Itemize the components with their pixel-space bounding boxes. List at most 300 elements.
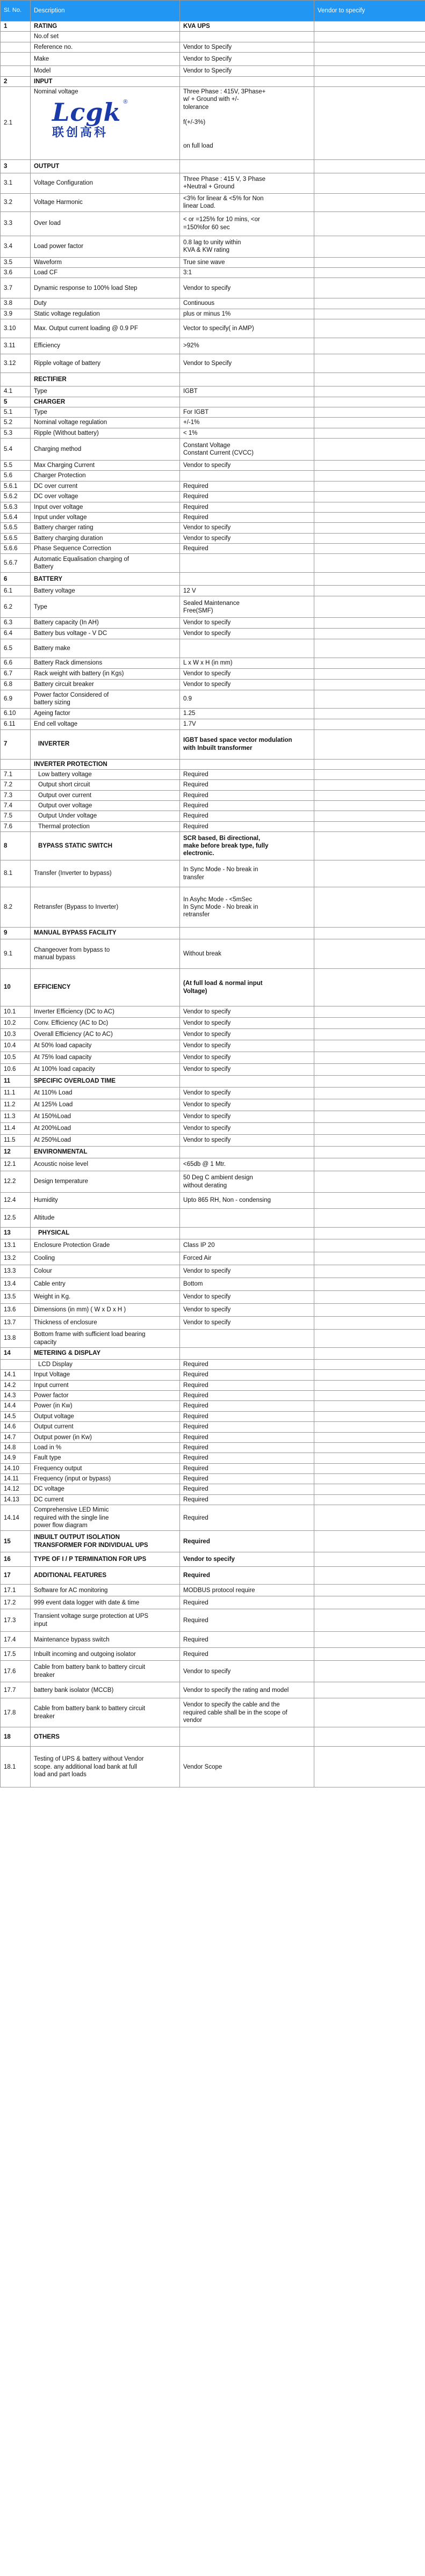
cell-vendor-spec: [314, 759, 425, 769]
table-row: [1, 1380, 425, 1390]
cell-sl-no-text: 3.9: [4, 310, 12, 317]
cell-description: [31, 573, 180, 586]
cell-vendor-spec: [314, 1391, 425, 1401]
cell-description: [31, 1304, 180, 1317]
cell-description-text: Rack weight with battery (in Kgs): [34, 670, 124, 677]
cell-description-text: Power factor: [34, 1392, 69, 1399]
cell-description-text: Reference no.: [34, 43, 73, 50]
table-row: [1, 471, 425, 481]
cell-vendor-spec: [314, 1006, 425, 1018]
cell-specification-text: Required: [183, 792, 208, 799]
cell-sl-no-text: 13.5: [4, 1294, 16, 1301]
cell-specification-text: Sealed Maintenance Free(SMF): [183, 600, 240, 614]
cell-specification-text: True sine wave: [183, 259, 225, 266]
cell-sl-no-text: 3.2: [4, 199, 12, 206]
cell-vendor-spec: [314, 1494, 425, 1505]
table-row: [1, 790, 425, 800]
cell-specification: [180, 386, 314, 397]
cell-specification: [180, 1380, 314, 1390]
cell-sl-no-text: 11.4: [4, 1125, 16, 1132]
cell-description: [31, 418, 180, 428]
cell-specification: [180, 1359, 314, 1369]
cell-sl-no: [1, 1596, 31, 1609]
cell-specification: [180, 821, 314, 831]
cell-vendor-spec: [314, 1099, 425, 1111]
cell-sl-no-text: 6.10: [4, 710, 16, 717]
cell-vendor-spec: [314, 639, 425, 658]
cell-description: [31, 1411, 180, 1421]
cell-specification: [180, 461, 314, 471]
cell-specification-text: Vendor to specify: [183, 1101, 231, 1108]
cell-specification-text: Class IP 20: [183, 1242, 215, 1249]
cell-sl-no: [1, 1252, 31, 1265]
cell-description-text: Battery Rack dimensions: [34, 660, 103, 667]
cell-specification-text: Vendor to specify: [183, 462, 231, 469]
cell-specification: [180, 1052, 314, 1064]
cell-vendor-spec: [314, 268, 425, 278]
cell-specification-text: Vendor to specify: [183, 1113, 231, 1120]
table-row: [1, 1632, 425, 1648]
cell-description: [31, 780, 180, 790]
table-row: [1, 586, 425, 596]
cell-description-text: Battery charger rating: [34, 524, 93, 531]
cell-description-text: Battery capacity (In AH): [34, 619, 99, 626]
cell-sl-no-text: 5.1: [4, 408, 12, 415]
cell-sl-no: [1, 668, 31, 679]
table-row: [1, 1330, 425, 1348]
cell-description: [31, 1265, 180, 1278]
table-row: [1, 268, 425, 278]
cell-specification: [180, 193, 314, 211]
cell-specification: [180, 21, 314, 32]
cell-specification-text: Vendor to specify: [183, 1137, 231, 1144]
cell-vendor-spec: [314, 1682, 425, 1698]
cell-specification-text: Required: [183, 823, 208, 830]
table-row: [1, 523, 425, 533]
cell-sl-no-text: 3.4: [4, 243, 12, 250]
cell-sl-no-text: 12.5: [4, 1214, 16, 1221]
cell-sl-no: [1, 173, 31, 193]
cell-specification-text: Required: [183, 1371, 208, 1378]
table-row: [1, 969, 425, 1006]
cell-description-text: Model: [34, 68, 51, 75]
cell-vendor-spec: [314, 1064, 425, 1076]
cell-sl-no: [1, 338, 31, 354]
cell-sl-no-text: 5.6.6: [4, 545, 18, 552]
table-row: [1, 1552, 425, 1567]
cell-specification: [180, 471, 314, 481]
cell-description: [31, 1609, 180, 1632]
cell-sl-no-text: 13.2: [4, 1255, 16, 1262]
table-row: [1, 811, 425, 821]
cell-specification-text: Without break: [183, 950, 221, 957]
cell-description-text: At 250%Load: [34, 1137, 71, 1144]
cell-sl-no: [1, 502, 31, 512]
cell-specification: [180, 1317, 314, 1330]
cell-sl-no: [1, 1291, 31, 1304]
cell-description-text: Type: [34, 408, 47, 415]
cell-vendor-spec: [314, 1422, 425, 1432]
cell-description-text: At 125% Load: [34, 1101, 73, 1108]
cell-description-text: Conv. Efficiency (AC to Dc): [34, 1019, 109, 1026]
cell-sl-no: [1, 1411, 31, 1421]
cell-specification-text: Vendor to specify the cable and the required cable shall be in the scope of vendor: [183, 1702, 287, 1724]
cell-specification-text: Vendor to specify: [183, 535, 231, 542]
table-row: [1, 801, 425, 811]
cell-sl-no: [1, 1359, 31, 1369]
cell-vendor-spec: [314, 1088, 425, 1099]
cell-sl-no: [1, 1347, 31, 1359]
cell-description: [31, 512, 180, 522]
cell-description-text: Max Charging Current: [34, 462, 95, 469]
cell-description-text: Cooling: [34, 1255, 55, 1262]
cell-specification-text: Required: [183, 802, 208, 809]
cell-sl-no: [1, 928, 31, 939]
cell-description: [31, 193, 180, 211]
cell-description-text: Load CF: [34, 269, 58, 276]
cell-sl-no: [1, 1111, 31, 1123]
cell-description: [31, 1632, 180, 1648]
cell-vendor-spec: [314, 1505, 425, 1531]
cell-specification-text: Vendor to specify: [183, 1294, 231, 1301]
cell-description-text: BYPASS STATIC SWITCH: [38, 842, 112, 849]
cell-vendor-spec: [314, 1040, 425, 1052]
table-row: [1, 1463, 425, 1473]
cell-sl-no: [1, 1370, 31, 1380]
cell-specification-text: Required: [183, 1465, 208, 1472]
cell-description: [31, 1278, 180, 1291]
cell-sl-no-text: 7.3: [4, 792, 12, 799]
cell-description: [31, 1018, 180, 1029]
cell-description-text: RATING: [34, 23, 57, 30]
cell-sl-no: [1, 1632, 31, 1648]
cell-description-text: Power (in Kw): [34, 1403, 73, 1410]
cell-specification-text: SCR based, Bi directional, make before break type, fully electronic.: [183, 835, 269, 857]
cell-vendor-spec: [314, 1401, 425, 1411]
cell-description-text: Battery make: [34, 645, 70, 652]
cell-vendor-spec: [314, 596, 425, 618]
cell-specification: [180, 32, 314, 42]
cell-sl-no-text: 8.2: [4, 903, 12, 910]
table-row: [1, 1158, 425, 1171]
cell-sl-no-text: 6.4: [4, 630, 12, 637]
cell-specification-text: Required: [183, 1403, 208, 1410]
table-row: [1, 860, 425, 887]
cell-description-text: Waveform: [34, 259, 62, 266]
cell-sl-no: [1, 596, 31, 618]
cell-sl-no-text: 8: [4, 842, 8, 849]
cell-description: [31, 1135, 180, 1147]
cell-sl-no-text: 5.6.2: [4, 493, 18, 500]
cell-description: [31, 309, 180, 319]
cell-description-text: Enclosure Protection Grade: [34, 1242, 110, 1249]
table-row: [1, 492, 425, 502]
cell-specification: [180, 1453, 314, 1463]
cell-description: [31, 211, 180, 236]
cell-description-text: Ageing factor: [34, 710, 70, 717]
table-row: [1, 1359, 425, 1369]
cell-sl-no: [1, 1006, 31, 1018]
cell-specification: [180, 1193, 314, 1209]
cell-description: [31, 533, 180, 543]
cell-specification-text: Required: [183, 1636, 208, 1643]
cell-vendor-spec: [314, 811, 425, 821]
cell-specification-text: Vendor to specify: [183, 1054, 231, 1061]
cell-sl-no: [1, 1123, 31, 1135]
cell-sl-no-text: 6.8: [4, 681, 12, 688]
cell-description-text: At 75% load capacity: [34, 1054, 92, 1061]
cell-specification: [180, 76, 314, 86]
cell-vendor-spec: [314, 1661, 425, 1682]
table-row: [1, 309, 425, 319]
cell-vendor-spec: [314, 1698, 425, 1727]
cell-description-text: LCD Display: [38, 1361, 73, 1368]
cell-sl-no: [1, 32, 31, 42]
cell-sl-no: [1, 1209, 31, 1228]
cell-sl-no: [1, 811, 31, 821]
cell-specification: [180, 173, 314, 193]
cell-description: [31, 1006, 180, 1018]
cell-vendor-spec: [314, 1317, 425, 1330]
cell-description: [31, 1370, 180, 1380]
table-row: [1, 1265, 425, 1278]
cell-vendor-spec: [314, 1111, 425, 1123]
cell-vendor-spec: [314, 53, 425, 66]
table-row: [1, 690, 425, 708]
cell-specification: [180, 1239, 314, 1252]
cell-description-text: Transfer (Inverter to bypass): [34, 870, 112, 877]
cell-specification-text: Required: [183, 782, 208, 789]
cell-specification-text: Required: [183, 1514, 208, 1521]
table-row: [1, 373, 425, 386]
cell-description: [31, 544, 180, 554]
cell-vendor-spec: [314, 1029, 425, 1040]
table-row: [1, 1747, 425, 1787]
cell-description-text: At 100% load capacity: [34, 1066, 95, 1073]
cell-specification: [180, 1006, 314, 1018]
table-row: [1, 461, 425, 471]
cell-specification-text: Required: [183, 1434, 208, 1441]
cell-description: [31, 1239, 180, 1252]
cell-sl-no: [1, 418, 31, 428]
cell-specification-text: Required: [183, 545, 208, 552]
table-row: [1, 1064, 425, 1076]
cell-specification-text: 0.9: [183, 695, 192, 702]
cell-specification: [180, 319, 314, 338]
cell-sl-no-text: 3.1: [4, 180, 12, 187]
cell-specification: [180, 1596, 314, 1609]
cell-description: [31, 1359, 180, 1369]
cell-description-text: Frequency (input or bypass): [34, 1476, 111, 1482]
table-row: [1, 1609, 425, 1632]
table-row: [1, 66, 425, 76]
cell-specification: [180, 492, 314, 502]
cell-description-text: At 50% load capacity: [34, 1042, 92, 1049]
table-row: [1, 668, 425, 679]
cell-specification: [180, 1265, 314, 1278]
table-row: [1, 1209, 425, 1228]
cell-specification: [180, 573, 314, 586]
cell-sl-no-text: 14.5: [4, 1413, 16, 1420]
cell-description-text: Make: [34, 55, 49, 62]
cell-sl-no: [1, 1727, 31, 1747]
cell-description-text: Dynamic response to 100% load Step: [34, 284, 138, 291]
table-row: [1, 1291, 425, 1304]
cell-description-text: Phase Sequence Correction: [34, 545, 111, 552]
cell-sl-no-text: 3.7: [4, 284, 12, 291]
cell-description-text: Charging method: [34, 446, 82, 453]
cell-description-text: At 110% Load: [34, 1090, 73, 1097]
cell-sl-no: [1, 821, 31, 831]
cell-description: [31, 1347, 180, 1359]
cell-sl-no: [1, 1193, 31, 1209]
table-row: [1, 596, 425, 618]
cell-description-text: Nominal voltage regulation: [34, 419, 107, 426]
cell-sl-no-text: 5: [4, 398, 8, 405]
cell-specification: [180, 658, 314, 668]
table-row: [1, 1171, 425, 1193]
cell-specification-text: 1.25: [183, 710, 196, 717]
cell-description: [31, 86, 180, 159]
cell-vendor-spec: [314, 1411, 425, 1421]
lcgk-logo: [52, 99, 180, 140]
cell-vendor-spec: [314, 278, 425, 298]
cell-sl-no: [1, 1391, 31, 1401]
cell-description: [31, 502, 180, 512]
cell-description: [31, 729, 180, 759]
cell-sl-no: [1, 679, 31, 690]
cell-specification: [180, 1018, 314, 1029]
cell-description-text: No.of set: [34, 33, 59, 40]
cell-vendor-spec: [314, 628, 425, 639]
cell-sl-no-text: 6.7: [4, 670, 12, 677]
cell-sl-no: [1, 1171, 31, 1193]
cell-sl-no-text: 6.1: [4, 587, 12, 594]
cell-vendor-spec: [314, 1135, 425, 1147]
cell-description-text: OUTPUT: [34, 163, 60, 170]
cell-sl-no: [1, 1380, 31, 1390]
table-row: [1, 1453, 425, 1463]
cell-specification-text: Required: [183, 483, 208, 490]
cell-description: [31, 1453, 180, 1463]
cell-specification-text: Vendor to specify: [183, 1319, 231, 1326]
cell-description: [31, 1029, 180, 1040]
cell-specification-text: < or =125% for 10 mins, <or =150%for 60 sec: [183, 216, 260, 231]
cell-sl-no-text: 11: [4, 1078, 11, 1085]
cell-vendor-spec: [314, 1304, 425, 1317]
table-row: [1, 1505, 425, 1531]
cell-specification-text: Required: [183, 1572, 210, 1579]
table-row: [1, 1193, 425, 1209]
cell-sl-no-text: 13.4: [4, 1281, 16, 1288]
table-row: [1, 533, 425, 543]
cell-specification-text: Required: [183, 1496, 208, 1503]
cell-sl-no: [1, 298, 31, 309]
cell-specification: [180, 1147, 314, 1158]
cell-vendor-spec: [314, 492, 425, 502]
cell-description: [31, 338, 180, 354]
cell-sl-no: [1, 1552, 31, 1567]
cell-sl-no-text: 3.3: [4, 220, 12, 227]
cell-specification: [180, 780, 314, 790]
cell-description-text: Maintenance bypass switch: [34, 1636, 110, 1643]
cell-sl-no-text: 13.7: [4, 1319, 16, 1326]
cell-sl-no-text: 7.4: [4, 802, 12, 809]
cell-sl-no-text: 9.1: [4, 950, 12, 957]
cell-specification: [180, 1411, 314, 1421]
cell-description: [31, 428, 180, 438]
cell-sl-no: [1, 319, 31, 338]
cell-description: [31, 1484, 180, 1494]
cell-description: [31, 397, 180, 407]
cell-sl-no: [1, 586, 31, 596]
cell-specification-text: 12 V: [183, 587, 196, 594]
cell-specification: [180, 66, 314, 76]
cell-sl-no-text: 17.8: [4, 1709, 16, 1716]
cell-specification: [180, 481, 314, 491]
cell-sl-no-text: 6: [4, 575, 8, 582]
cell-specification-text: Forced Air: [183, 1255, 212, 1262]
cell-vendor-spec: [314, 1052, 425, 1064]
cell-specification-text: Required: [183, 1361, 208, 1368]
cell-sl-no-text: 17.4: [4, 1636, 16, 1643]
cell-sl-no: [1, 373, 31, 386]
cell-vendor-spec: [314, 708, 425, 719]
cell-vendor-spec: [314, 373, 425, 386]
cell-sl-no-text: 14.8: [4, 1444, 16, 1451]
cell-description-text: MANUAL BYPASS FACILITY: [34, 930, 117, 937]
cell-specification-text: In Asyhc Mode - <5mSec In Sync Mode - No break in retransfer: [183, 896, 258, 918]
cell-specification-text: Required: [183, 1599, 208, 1606]
cell-vendor-spec: [314, 887, 425, 928]
cell-vendor-spec: [314, 939, 425, 969]
cell-sl-no-text: 10.1: [4, 1008, 16, 1015]
cell-specification-text: Vendor to Specify: [183, 43, 232, 50]
cell-specification-text: Vendor to specify: [183, 1066, 231, 1073]
cell-vendor-spec: [314, 407, 425, 417]
cell-sl-no-text: 7.2: [4, 782, 12, 789]
cell-description: [31, 1422, 180, 1432]
cell-sl-no: [1, 53, 31, 66]
cell-sl-no: [1, 1239, 31, 1252]
cell-specification: [180, 887, 314, 928]
cell-specification-text: For IGBT: [183, 408, 209, 415]
cell-description: [31, 42, 180, 52]
cell-specification-text: <65db @ 1 Mtr.: [183, 1161, 226, 1168]
cell-specification-text: >92%: [183, 342, 199, 349]
cell-vendor-spec: [314, 32, 425, 42]
cell-vendor-spec: [314, 42, 425, 52]
cell-vendor-spec: [314, 418, 425, 428]
cell-specification: [180, 1347, 314, 1359]
cell-sl-no-text: 3: [4, 163, 8, 170]
cell-description: [31, 1380, 180, 1390]
cell-specification: [180, 1228, 314, 1239]
cell-vendor-spec: [314, 1291, 425, 1304]
cell-specification: [180, 1505, 314, 1531]
cell-description: [31, 1076, 180, 1088]
cell-specification-text: 50 Deg C ambient design without derating: [183, 1174, 253, 1189]
cell-specification: [180, 1111, 314, 1123]
cell-specification: [180, 1291, 314, 1304]
cell-description: [31, 492, 180, 502]
cell-vendor-spec: [314, 512, 425, 522]
cell-specification-text: IGBT based space vector modulation with Inbuilt transformer: [183, 737, 292, 751]
cell-specification: [180, 1463, 314, 1473]
cell-description-text: EFFICIENCY: [34, 984, 71, 991]
cell-description: [31, 523, 180, 533]
cell-description: [31, 1596, 180, 1609]
